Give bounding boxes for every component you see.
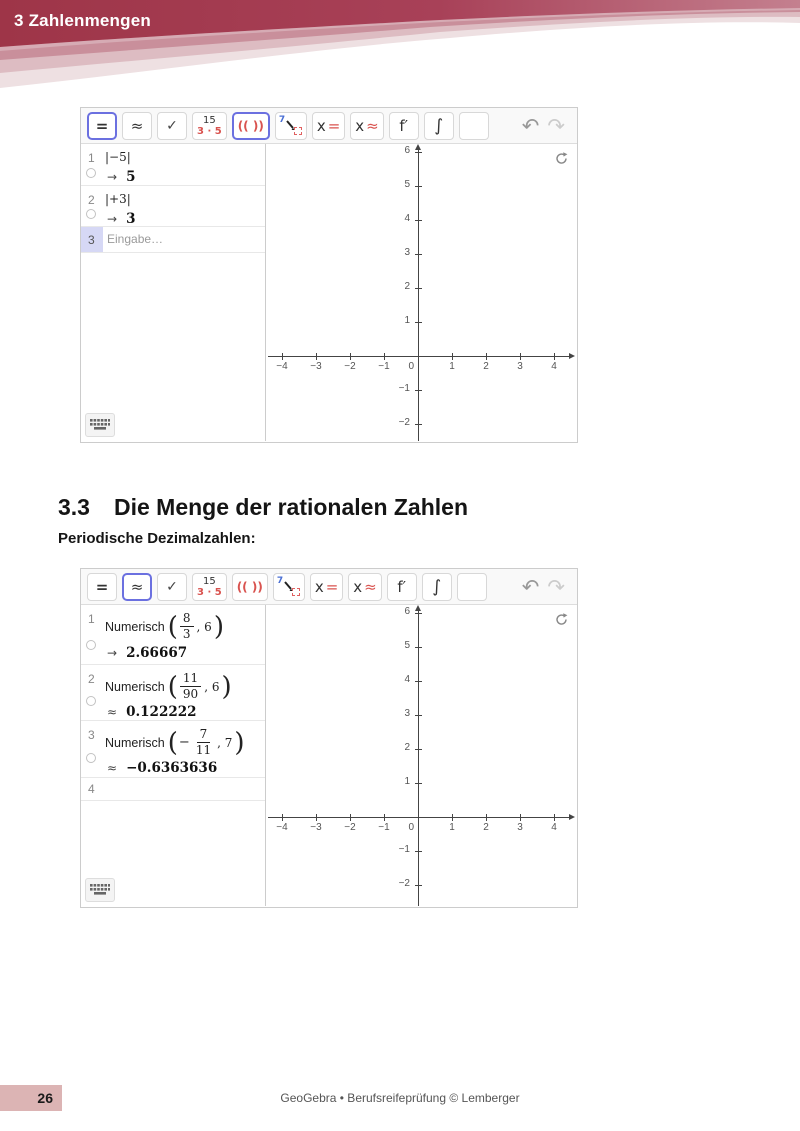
graphics-view[interactable] [266, 605, 577, 906]
row-radio-button[interactable] [86, 640, 96, 650]
output-value: 5 [126, 169, 136, 185]
x-tick-label: −1 [378, 822, 390, 833]
geogebra-window-2 [80, 568, 578, 908]
denominator: 11 [195, 743, 212, 757]
refresh-view-icon[interactable] [554, 612, 569, 627]
undo-icon[interactable]: ↶ [521, 574, 540, 599]
output-value: −0.6363636 [126, 760, 218, 776]
x-tick-label: −3 [310, 822, 322, 833]
x-tick [350, 814, 351, 821]
cas-input-expression[interactable] [105, 721, 265, 758]
y-tick [415, 885, 422, 886]
y-tick [415, 613, 422, 614]
trash-icon [467, 117, 481, 134]
x-axis [268, 817, 571, 818]
row-number: 3 [88, 232, 95, 247]
x-tick [316, 814, 317, 821]
x-tick [350, 353, 351, 360]
virtual-keyboard-button[interactable] [85, 413, 115, 437]
cas-output [107, 169, 265, 185]
cas-row-3[interactable] [81, 721, 265, 778]
x-axis-arrow [569, 814, 575, 820]
cas-panel [81, 605, 266, 906]
check-icon: ✓ [166, 578, 178, 595]
cas-output [107, 211, 265, 227]
cas-row-2[interactable] [81, 665, 265, 721]
derivative-label: f′ [399, 116, 409, 135]
x-tick [384, 353, 385, 360]
cas-toolbar [81, 569, 577, 605]
x-axis-arrow [569, 353, 575, 359]
second-argument: , 6 [204, 679, 220, 694]
second-argument: , 6 [196, 619, 212, 634]
delete-button[interactable] [459, 112, 489, 140]
y-tick [415, 152, 422, 153]
keep-input-button[interactable] [157, 573, 187, 601]
substitute-badge: 7 [278, 114, 286, 125]
solve-numeric-button[interactable] [350, 112, 383, 140]
numerator: 7 [197, 727, 211, 743]
close-paren: ) [234, 727, 245, 758]
substitute-button[interactable] [275, 112, 307, 140]
section-number: 3.3 [58, 494, 90, 520]
cas-row-1[interactable] [81, 144, 265, 186]
solve-eq-sign: = [327, 116, 341, 135]
page-number: 26 [37, 1090, 53, 1106]
x-tick-label: −2 [344, 361, 356, 372]
x-tick-label: 0 [408, 822, 414, 833]
y-axis [418, 607, 419, 906]
cas-input-expression[interactable] [105, 665, 265, 702]
x-tick-label: 1 [449, 361, 455, 372]
y-tick-label: 6 [404, 145, 410, 156]
x-tick-label: 4 [551, 361, 557, 372]
x-tick-label: 1 [449, 822, 455, 833]
y-tick-label: 5 [404, 640, 410, 651]
row-number: 2 [88, 193, 95, 207]
open-paren: ( [167, 727, 178, 758]
x-tick [316, 353, 317, 360]
cas-input-expression[interactable] [105, 605, 265, 642]
second-argument: , 7 [217, 735, 233, 750]
active-row-number-cell [81, 227, 103, 252]
minus-sign: − [178, 735, 190, 750]
factor-button[interactable] [192, 573, 227, 601]
y-tick-label: 6 [404, 606, 410, 617]
derivative-button[interactable] [389, 112, 419, 140]
approximate-button[interactable] [122, 112, 152, 140]
virtual-keyboard-button[interactable] [85, 878, 115, 902]
x-axis [268, 356, 571, 357]
derivative-label: f′ [397, 577, 407, 596]
row-radio-button[interactable] [86, 696, 96, 706]
keyboard-icon [89, 418, 111, 432]
approximate-button[interactable] [122, 573, 152, 601]
solve-exact-button[interactable] [310, 573, 343, 601]
cas-row-4-empty[interactable] [81, 778, 265, 801]
solve-exact-button[interactable] [312, 112, 345, 140]
row-number: 3 [88, 728, 95, 742]
derivative-button[interactable] [387, 573, 417, 601]
graphics-view[interactable] [266, 144, 577, 441]
cas-toolbar [81, 108, 577, 144]
factor-bottom-label: 3 · 5 [197, 586, 222, 598]
factor-icon [197, 576, 222, 598]
denominator: 3 [182, 627, 191, 641]
cas-row-1[interactable] [81, 605, 265, 665]
x-tick-label: 2 [483, 822, 489, 833]
output-arrow: → [107, 212, 118, 226]
x-tick-label: −2 [344, 822, 356, 833]
integral-button[interactable] [422, 573, 452, 601]
y-tick-label: −1 [398, 383, 410, 394]
geogebra-window-1 [80, 107, 578, 443]
factor-icon [197, 115, 222, 137]
expand-button[interactable] [232, 573, 268, 601]
check-icon: ✓ [166, 117, 178, 134]
delete-button[interactable] [457, 573, 487, 601]
section-heading [58, 494, 468, 521]
open-paren: ( [167, 611, 178, 642]
y-tick-label: −2 [398, 878, 410, 889]
factor-button[interactable] [192, 112, 227, 140]
cas-row-3-active[interactable] [81, 227, 265, 253]
y-axis [418, 146, 419, 441]
output-arrow: → [107, 646, 118, 660]
x-tick-label: 3 [517, 822, 523, 833]
y-tick [415, 220, 422, 221]
x-tick [282, 353, 283, 360]
row-number: 4 [88, 782, 95, 796]
close-paren: ) [213, 611, 224, 642]
row-radio-button[interactable] [86, 168, 96, 178]
cas-output [107, 760, 265, 776]
expand-button[interactable] [232, 112, 270, 140]
cas-output [107, 704, 265, 720]
chapter-title: 3 Zahlenmengen [14, 11, 151, 30]
y-axis-arrow [415, 605, 421, 611]
close-paren: ) [221, 671, 232, 702]
y-tick [415, 851, 422, 852]
y-axis-arrow [415, 144, 421, 150]
y-tick-label: 4 [404, 674, 410, 685]
y-tick-label: −2 [398, 417, 410, 428]
y-tick [415, 390, 422, 391]
numerator: 8 [180, 611, 194, 627]
undo-icon[interactable]: ↶ [521, 113, 540, 138]
y-tick [415, 254, 422, 255]
factor-bottom-label: 3 · 5 [197, 125, 222, 137]
solve-x-label: x [316, 116, 326, 135]
approximate-label: ≈ [130, 577, 144, 596]
row-number: 1 [88, 151, 95, 165]
output-value: 0.122222 [126, 704, 197, 720]
solve-x-label: x [353, 577, 363, 596]
undo-redo-group [522, 108, 565, 144]
function-name: Numerisch [105, 619, 165, 634]
y-tick-label: 5 [404, 179, 410, 190]
function-name: Numerisch [105, 735, 165, 750]
x-tick [486, 814, 487, 821]
output-approx: ≈ [107, 761, 118, 775]
fraction [180, 611, 194, 642]
fraction [180, 671, 201, 702]
y-tick-label: −1 [398, 844, 410, 855]
x-tick [282, 814, 283, 821]
open-paren: ( [167, 671, 178, 702]
y-tick-label: 1 [404, 315, 410, 326]
redo-icon[interactable]: ↷ [547, 574, 565, 599]
keyboard-icon [89, 883, 111, 897]
x-tick-label: 4 [551, 822, 557, 833]
solve-approx-sign: ≈ [364, 577, 377, 596]
denominator: 90 [182, 687, 199, 701]
substitute-badge: 7 [276, 575, 284, 586]
output-arrow: → [107, 170, 118, 184]
solve-x-label: x [355, 116, 365, 135]
y-tick [415, 783, 422, 784]
y-tick [415, 681, 422, 682]
cas-input-placeholder[interactable]: Eingabe… [107, 232, 164, 246]
y-tick [415, 186, 422, 187]
cas-row-2[interactable] [81, 186, 265, 227]
substitute-button[interactable] [273, 573, 305, 601]
integral-button[interactable] [424, 112, 454, 140]
factor-top-label: 15 [202, 575, 216, 587]
x-tick-label: −1 [378, 361, 390, 372]
x-tick-label: 0 [408, 361, 414, 372]
solve-x-label: x [314, 577, 324, 596]
x-tick [520, 814, 521, 821]
section-subtitle: Periodische Dezimalzahlen: [58, 530, 256, 547]
x-tick-label: −4 [276, 361, 288, 372]
approximate-label: ≈ [130, 116, 144, 135]
solve-numeric-button[interactable] [348, 573, 381, 601]
integral-label: ∫ [432, 576, 442, 597]
solve-eq-sign: = [325, 577, 339, 596]
expand-label: (( )) [237, 118, 264, 133]
cas-body [81, 605, 577, 906]
keep-input-button[interactable] [157, 112, 187, 140]
y-tick-label: 2 [404, 742, 410, 753]
x-tick [520, 353, 521, 360]
x-tick [452, 353, 453, 360]
output-approx: ≈ [107, 705, 118, 719]
solve-approx-sign: ≈ [366, 116, 379, 135]
y-tick-label: 2 [404, 281, 410, 292]
fraction [193, 727, 214, 758]
substitute-target-icon [294, 127, 302, 135]
cas-input-expression[interactable]: |−5| [105, 150, 131, 164]
evaluate-button[interactable] [87, 112, 117, 140]
evaluate-button[interactable] [87, 573, 117, 601]
x-tick [384, 814, 385, 821]
x-tick-label: 3 [517, 361, 523, 372]
function-name: Numerisch [105, 679, 165, 694]
redo-icon[interactable]: ↷ [547, 113, 565, 138]
output-value: 3 [126, 211, 136, 227]
y-tick [415, 424, 422, 425]
cas-panel [81, 144, 266, 441]
refresh-view-icon[interactable] [554, 151, 569, 166]
evaluate-label: = [95, 116, 109, 135]
trash-icon [465, 578, 479, 595]
y-tick-label: 4 [404, 213, 410, 224]
output-value: 2.66667 [126, 645, 188, 661]
integral-label: ∫ [434, 115, 444, 136]
y-tick-label: 1 [404, 776, 410, 787]
x-tick [452, 814, 453, 821]
row-radio-button[interactable] [86, 753, 96, 763]
x-tick-label: −3 [310, 361, 322, 372]
y-tick [415, 715, 422, 716]
expand-label: (( )) [236, 579, 263, 594]
undo-redo-group [522, 569, 565, 605]
section-title: Die Menge der rationalen Zahlen [113, 494, 469, 520]
x-tick [486, 353, 487, 360]
y-tick-label: 3 [404, 708, 410, 719]
y-tick [415, 647, 422, 648]
evaluate-label: = [95, 577, 109, 596]
y-tick [415, 288, 422, 289]
cas-body [81, 144, 577, 441]
numerator: 11 [180, 671, 201, 687]
cas-input-expression[interactable]: |+3| [105, 192, 131, 206]
row-radio-button[interactable] [86, 209, 96, 219]
y-tick [415, 322, 422, 323]
y-tick-label: 3 [404, 247, 410, 258]
cas-output [107, 645, 265, 661]
x-tick [554, 353, 555, 360]
x-tick-label: 2 [483, 361, 489, 372]
x-tick-label: −4 [276, 822, 288, 833]
row-number: 1 [88, 612, 95, 626]
x-tick [554, 814, 555, 821]
factor-top-label: 15 [202, 114, 216, 126]
row-number: 2 [88, 672, 95, 686]
footer-credit: GeoGebra • Berufsreifeprüfung © Lemberger [280, 1091, 520, 1105]
substitute-target-icon [292, 588, 300, 596]
y-tick [415, 749, 422, 750]
